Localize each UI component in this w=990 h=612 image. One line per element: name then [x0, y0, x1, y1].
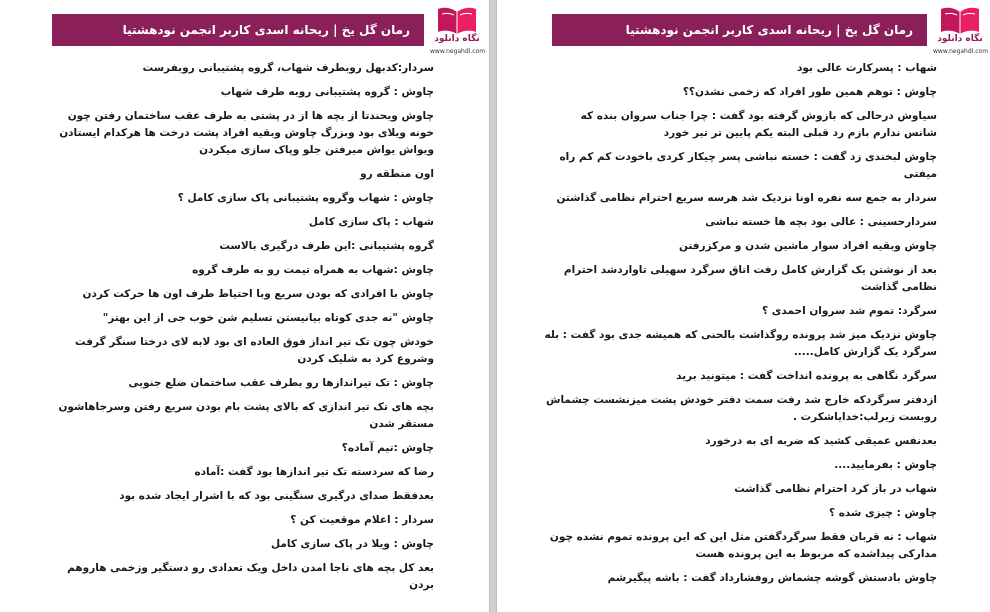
paragraph: چاوش با افرادی که بودن سریع وبا احتیاط طرف اون ها حرکت کردن — [82, 288, 434, 300]
paragraph: چاوش : ویلا در پاک سازی کامل — [270, 538, 434, 550]
paragraph: بچه های تک تیر اندازی که بالای پشت بام بودن سریع رفتن وسرجاهاشون مستقر شدن — [58, 401, 434, 430]
paragraph: چاوش : گروه پشتیبانی روبه طرف شهاب — [220, 86, 434, 98]
paragraph: چاوش :شهاب به همراه تیمت رو به طرف گروه — [192, 264, 434, 276]
paragraph: چاوش : تک تیراندازها رو بطرف عقب ساختمان ضلع جنوبی — [128, 377, 434, 389]
paragraph: چاوش ویحندتا از بچه ها از در پشتی به طرف عقب ساختمان رفتن چون خونه ویلای بود وبزرگ چاوش وبقیه افراد پشت درخت ها هرکدام ایستادن ویواش یواش میرفتن جلو وپاک سازی میکردن — [59, 110, 434, 156]
page-header-left: رمان گل یخ | ریحانه اسدی کاربر انجمن نودهشتیا — [52, 14, 424, 46]
left-page — [0, 0, 489, 612]
paragraph: شهاب : پاک سازی کامل — [308, 216, 434, 228]
paragraph: چاوش "نه جدی کوتاه بیانیستن تسلیم شن خوب جی از این بهتر" — [102, 312, 434, 324]
paragraph: شهاب : پسرکارت عالی بود — [797, 62, 937, 74]
paragraph: سردارحسینی : عالی بود بچه ها خسته نباشی — [705, 216, 937, 228]
paragraph: ازدفتر سرگردکه خارج شد رفت سمت دفتر خودش پشت میزنشست چشماش روبست زیرلب:خدایاشکرت . — [546, 394, 937, 423]
book-gutter — [489, 0, 497, 612]
paragraph: چاوش : شهاب وگروه پشتیبانی پاک سازی کامل ؟ — [177, 192, 434, 204]
paragraph: بعدفقط صدای درگیری سنگینی بود که با اشرار ایجاد شده بود — [119, 490, 434, 502]
paragraph: چاوش : بفرمایید.... — [834, 459, 937, 471]
paragraph: شهاب در باز کرد احترام نظامی گذاشت — [734, 483, 937, 495]
paragraph: بعد از نوشتن یک گزارش کامل رفت اتاق سرگرد سهیلی تاواردشد احترام نظامی گذاشت — [563, 264, 937, 293]
logo-brand-text: نگاه دانلود — [937, 34, 983, 44]
logo-brand-text: نگاه دانلود — [434, 34, 480, 44]
paragraph: سردار:کدبهل روبطرف شهاب، گروه پشتیبانی روبفرست — [142, 62, 434, 74]
paragraph: چاوش نزدیک میز شد پرونده روگذاشت بالحنی که همیشه جدی بود گفت : بله سرگرد یک گزارش کامل..... — [544, 329, 937, 358]
paragraph: شهاب : نه قربان فقط سرگردگفتن مثل این که این پرونده تموم نشده چون مدارکی پیداشده که مربوط به این پرونده هست — [549, 531, 937, 560]
logo-url-text: www.negahdl.com — [430, 48, 486, 55]
paragraph: چاوش :تیم آماده؟ — [341, 442, 434, 454]
paragraph: چاوش وبقیه افراد سوار ماشین شدن و مرکزرفتن — [678, 240, 937, 252]
paragraph: سردار : اعلام موقعیت کن ؟ — [290, 514, 434, 526]
paragraph: سرگرد نگاهی به پرونده انداخت گفت : میتونید برید — [676, 370, 937, 382]
left-page-content — [44, 60, 434, 601]
paragraph: چاوش : توهم همین طور افراد که زخمی نشدن؟؟ — [682, 86, 937, 98]
paragraph: چاوش لبخندی زد گفت : خسته نباشی پسر چیکار کردی باخودت کم کم راه میفتی — [559, 151, 937, 180]
site-logo-left — [430, 4, 484, 62]
right-page-content — [544, 60, 937, 594]
paragraph: چاوش بادستش گوشه چشماش روفشارداد گفت : باشه پیگیرشم — [607, 572, 937, 584]
paragraph: چاوش : چیزی شده ؟ — [828, 507, 937, 519]
paragraph: سرگرد: تموم شد سروان احمدی ؟ — [762, 305, 937, 317]
logo-url-text: www.negahdl.com — [933, 48, 989, 55]
paragraph: سیاوش درحالی که بازوش گرفته بود گفت : چرا جناب سروان بنده که شانس ندارم بازم رد قبلی البته یکم پایین تر تیر خورد — [580, 110, 937, 139]
paragraph: اون منطقه رو — [360, 168, 434, 180]
book-logo-icon — [436, 4, 478, 36]
paragraph: بعد کل بچه های ناجا امدن داخل ویک تعدادی رو دستگیر وزخمی هاروهم بردن — [67, 562, 434, 591]
page-header-right: رمان گل یخ | ریحانه اسدی کاربر انجمن نودهشتیا — [552, 14, 927, 46]
paragraph: بعدنفس عمیقی کشید که ضربه ای به درخورد — [705, 435, 937, 447]
book-logo-icon — [939, 4, 981, 36]
paragraph: گروه پشتیبانی :این طرف درگیری بالاست — [219, 240, 434, 252]
paragraph: سردار به جمع سه نفره اونا نزدیک شد هرسه سریع احترام نظامی گذاشتن — [556, 192, 937, 204]
paragraph: رضا که سردسته تک تیر اندازها بود گفت :آماده — [194, 466, 434, 478]
site-logo-right — [933, 4, 987, 62]
right-page — [497, 0, 990, 612]
paragraph: خودش چون تک تیر انداز فوق العاده ای بود لابه لای درختا سنگر گرفت وشروع کرد به شلیک کردن — [74, 336, 434, 365]
